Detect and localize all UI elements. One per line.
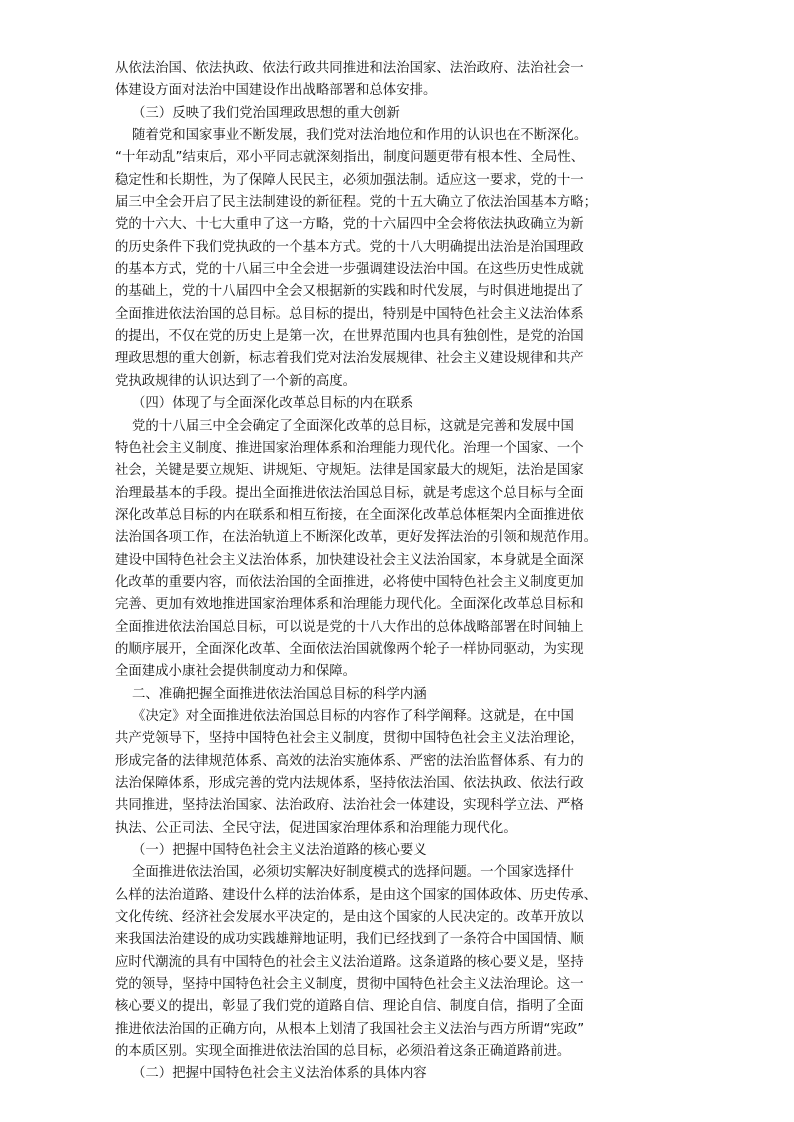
text-line: 党的领导，坚持中国特色社会主义制度，贯彻中国特色社会主义法治理论。这一	[115, 977, 584, 993]
text-line: 应时代潮流的具有中国特色的社会主义法治道路。这条道路的核心要义是，坚持	[115, 954, 584, 970]
text-line: 社会，关键是要立规矩、讲规矩、守规矩。法律是国家最大的规矩，法治是国家	[115, 463, 584, 479]
text-line: 特色社会主义制度、推进国家治理体系和治理能力现代化。治理一个国家、一个	[115, 440, 584, 456]
text-line: 形成完备的法律规范体系、高效的法治实施体系、严密的法治监督体系、有力的	[115, 753, 584, 769]
text-line: 党的十六大、十七大重申了这一方略，党的十六届四中全会将依法执政确立为新	[115, 217, 584, 233]
text-line: 全面推进依法治国的总目标。总目标的提出，特别是中国特色社会主义法治体系	[115, 306, 584, 322]
text-line: 治理最基本的手段。提出全面推进依法治国总目标，就是考虑这个总目标与全面	[115, 485, 584, 501]
document-body	[115, 58, 615, 1086]
text-line: 随着党和国家事业不断发展，我们党对法治地位和作用的认识也在不断深化。	[115, 128, 588, 144]
text-line: 稳定性和长期性，为了保障人民民主，必须加强法制。适应这一要求，党的十一	[115, 172, 584, 188]
text-line: 法治国各项工作，在法治轨道上不断深化改革，更好发挥法治的引领和规范作用。	[115, 530, 598, 546]
section-heading: （一）把握中国特色社会主义法治道路的核心要义	[115, 843, 427, 859]
section-heading: （四）体现了与全面深化改革总目标的内在联系	[115, 396, 414, 412]
text-line: 届三中全会开启了民主法制建设的新征程。党的十五大确立了依法治国基本方略；	[115, 195, 598, 211]
text-line: 党执政规律的认识达到了一个新的高度。	[115, 373, 357, 389]
text-line: 全面建成小康社会提供制度动力和保障。	[115, 664, 357, 680]
text-line: 《决定》对全面推进依法治国总目标的内容作了科学阐释。这就是，在中国	[115, 708, 574, 724]
text-line: 党的十八届三中全会确定了全面深化改革的总目标，这就是完善和发展中国	[115, 418, 574, 434]
text-line: 全面推进依法治国总目标，可以说是党的十八大作出的总体战略部署在时间轴上	[115, 619, 584, 635]
text-line: 从依法治国、依法执政、依法行政共同推进和法治国家、法治政府、法治社会一	[115, 61, 584, 76]
text-line: 法治保障体系，形成完善的党内法规体系，坚持依法治国、依法执政、依法行政	[115, 776, 584, 791]
text-line: 来我国法治建设的成功实践雄辩地证明，我们已经找到了一条符合中国国情、顺	[115, 932, 584, 948]
text-line: 的顺序展开，全面深化改革、全面依法治国就像两个轮子一样协同驱动，为实现	[115, 641, 584, 657]
text-line: 么样的法治道路、建设什么样的法治体系，是由这个国家的国体政体、历史传承、	[115, 887, 598, 903]
text-line: 的历史条件下我们党执政的一个基本方式。党的十八大明确提出法治是治国理政	[115, 239, 584, 255]
text-line: “十年动乱”结束后，邓小平同志就深刻指出，制度问题更带有根本性、全局性、	[115, 150, 585, 166]
text-line: 理政思想的重大创新，标志着我们党对法治发展规律、社会主义建设规律和共产	[115, 351, 584, 367]
text-line: 推进依法治国的正确方向，从根本上划清了我国社会主义法治与西方所谓“宪政”	[115, 1021, 585, 1037]
text-line: 化改革的重要内容，而依法治国的全面推进，必将使中国特色社会主义制度更加	[115, 574, 584, 590]
text-line: 核心要义的提出，彰显了我们党的道路自信、理论自信、制度自信，指明了全面	[115, 999, 584, 1015]
text-line: 的本质区别。实现全面推进依法治国的总目标，必须沿着这条正确道路前进。	[115, 1044, 571, 1060]
section-heading: 二、准确把握全面推进依法治国总目标的科学内涵	[115, 686, 427, 702]
section-heading: （三）反映了我们党治国理政思想的重大创新	[115, 105, 400, 121]
text-line: 的提出，不仅在党的历史上是第一次，在世界范围内也具有独创性，是党的治国	[115, 329, 584, 345]
text-line: 的基础上，党的十八届四中全会又根据新的实践和时代发展，与时俱进地提出了	[115, 284, 584, 300]
text-line: 建设中国特色社会主义法治体系，加快建设社会主义法治国家，本身就是全面深	[115, 552, 584, 568]
text-line: 共产党领导下，坚持中国特色社会主义制度，贯彻中国特色社会主义法治理论，	[115, 731, 584, 747]
text-line: 执法、公正司法、全民守法，促进国家治理体系和治理能力现代化。	[115, 820, 517, 836]
text-line: 共同推进，坚持法治国家、法治政府、法治社会一体建设，实现科学立法、严格	[115, 798, 584, 814]
text-line: 文化传统、经济社会发展水平决定的，是由这个国家的人民决定的。改革开放以	[115, 910, 584, 926]
text-line: 体建设方面对法治中国建设作出战略部署和总体安排。	[115, 83, 437, 99]
text-line: 的基本方式，党的十八届三中全会进一步强调建设法治中国。在这些历史性成就	[115, 262, 584, 278]
text-line: 全面推进依法治国，必须切实解决好制度模式的选择问题。一个国家选择什	[115, 865, 574, 881]
section-heading: （二）把握中国特色社会主义法治体系的具体内容	[115, 1066, 427, 1082]
text-line: 深化改革总目标的内在联系和相互衔接，在全面深化改革总体框架内全面推进依	[115, 507, 584, 523]
text-line: 完善、更加有效地推进国家治理体系和治理能力现代化。全面深化改革总目标和	[115, 597, 584, 613]
